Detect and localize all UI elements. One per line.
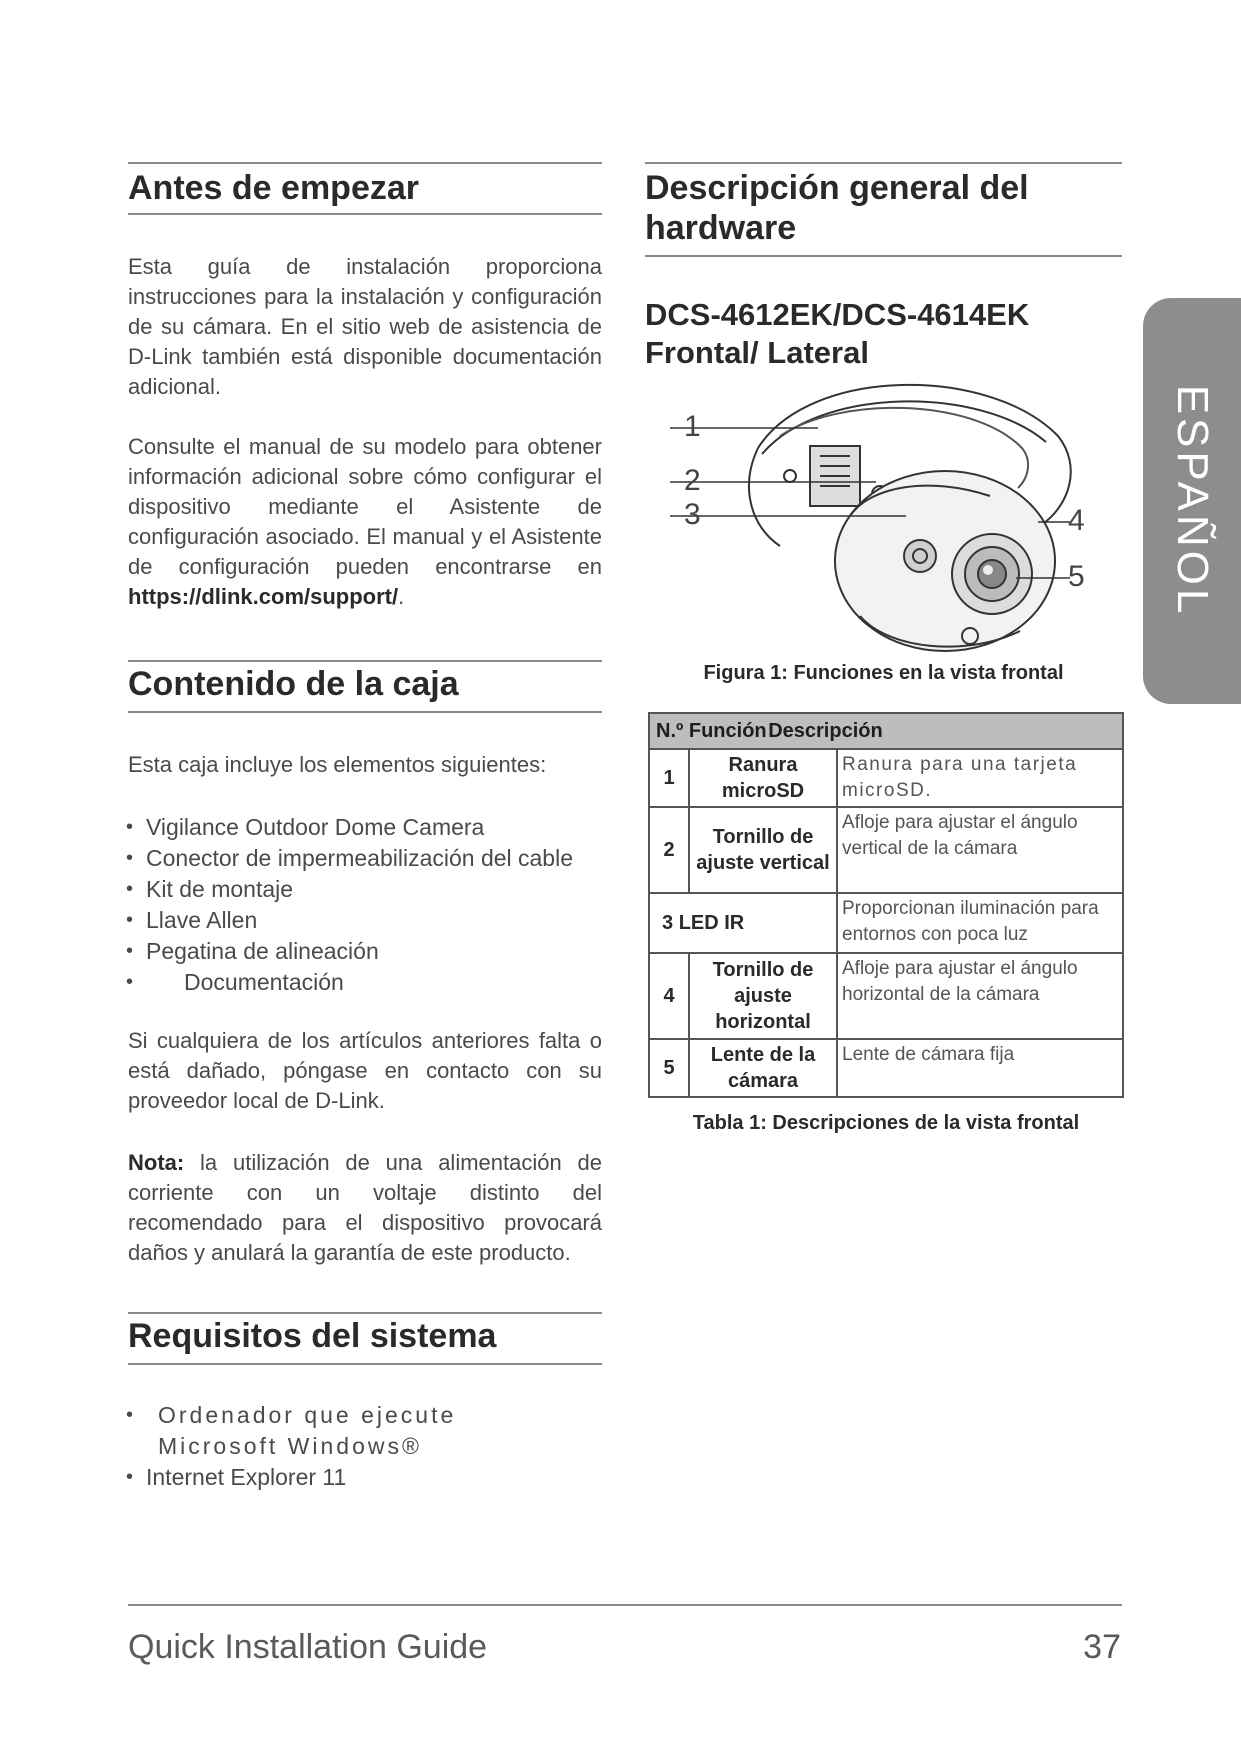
callout-3: 3 [684,498,701,531]
footer-rule [128,1604,1122,1606]
box-intro: Esta caja incluye los elementos siguientes: [128,752,547,777]
row-number: 5 [649,1039,689,1097]
page-number: 37 [1083,1628,1121,1666]
table-caption: Tabla 1: Descripciones de la vista frontal [692,1112,1080,1134]
list-item: • Llave Allen [126,905,606,936]
callout-4: 4 [1068,504,1085,537]
table-row [649,807,1123,893]
section-title-requisitos: Requisitos del sistema [128,1317,497,1355]
requirements-list [126,1400,586,1493]
section-title-antes: Antes de empezar [128,169,419,207]
language-tab [1143,298,1241,704]
list-item: • Vigilance Outdoor Dome Camera [126,812,606,843]
list-item: • Internet Explorer 11 [126,1462,586,1493]
language-label: ESPAÑOL [1168,384,1217,618]
manual-end: . [398,584,405,609]
row-function: Tornillo de ajuste vertical [689,807,837,893]
note-text: la utilización de una alimentación de corriente con un voltaje distinto del recomendado para el dispositivo provocará daños y anulará la garantía de este producto. [128,1150,602,1265]
row-description: Ranura para una tarjeta microSD. [837,749,1123,807]
model-subtitle: DCS-4612EK/DCS-4614EK Frontal/ Lateral [645,297,1030,370]
table-header [649,713,1123,749]
manual-text: Consulte el manual de su modelo para obtener información adicional sobre cómo configurar el dispositivo mediante el Asistente de configuración asociado. El manual y el Asistente de configuración pueden encontrarse en [128,434,602,579]
row-number: 2 [649,807,689,893]
note-paragraph [128,1148,602,1268]
row-description: Afloje para ajustar el ángulo vertical de la cámara [837,807,1123,893]
callout-5: 5 [1068,560,1085,593]
list-item [126,1400,586,1462]
section-title-contenido: Contenido de la caja [128,665,459,703]
list-item: • Documentación [126,967,606,998]
box-contents-list [126,812,606,998]
support-link[interactable]: https://dlink.com/support/ [128,584,399,609]
missing-items-paragraph: Si cualquiera de los artículos anteriores falta o está dañado, póngase en contacto con su proveedor local de D-Link. [128,1028,602,1113]
callout-1: 1 [684,410,701,443]
header-no: N.º [656,719,684,742]
list-item: • Kit de montaje [126,874,606,905]
section-rule-top [128,162,602,164]
list-item: • Conector de impermeabilización del cable [126,843,606,874]
callout-2: 2 [684,464,701,497]
figure-caption: Figura 1: Funciones en la vista frontal [703,662,1064,684]
table-row [649,953,1123,1039]
table-row [649,749,1123,807]
table-row [649,893,1123,953]
intro-paragraph: Esta guía de instalación proporciona instrucciones para la instalación y configuración de su cámara. En el sitio web de asistencia de D-Link también está disponible documentación adicional. [128,254,602,399]
section-rule-top [645,162,1122,164]
section-rule-bottom [645,255,1122,257]
note-label: Nota: [128,1150,185,1175]
row-function: Lente de la cámara [689,1039,837,1097]
row-description: Proporcionan iluminación para entornos con poca luz [837,893,1123,953]
section-rule-top [128,1312,602,1314]
section-rule-top [128,660,602,662]
features-table [648,712,1124,1098]
row-description: Afloje para ajustar el ángulo horizontal de la cámara [837,953,1123,1039]
row-led-ir-cell [649,893,837,953]
row-function: Tornillo de ajuste horizontal [689,953,837,1039]
requirement-text: Ordenador que ejecute Microsoft Windows® [158,1402,457,1459]
section-rule-bottom [128,213,602,215]
row-function: LED IR [678,912,745,934]
row-function: Ranura microSD [689,749,837,807]
header-description: Descripción [768,719,883,742]
header-function: Función [688,719,767,742]
row-number: 3 [662,912,674,934]
table-header-row [649,713,1123,749]
row-number: 1 [649,749,689,807]
section-title-hardware: Descripción general del hardware [645,169,1029,247]
row-description: Lente de cámara fija [837,1039,1123,1097]
list-item: • Pegatina de alineación [126,936,606,967]
camera-illustration [670,376,1100,656]
manual-paragraph [128,432,602,612]
footer-guide-title: Quick Installation Guide [128,1628,488,1666]
row-number: 4 [649,953,689,1039]
section-rule-bottom [128,711,602,713]
section-rule-bottom [128,1363,602,1365]
table-row [649,1039,1123,1097]
